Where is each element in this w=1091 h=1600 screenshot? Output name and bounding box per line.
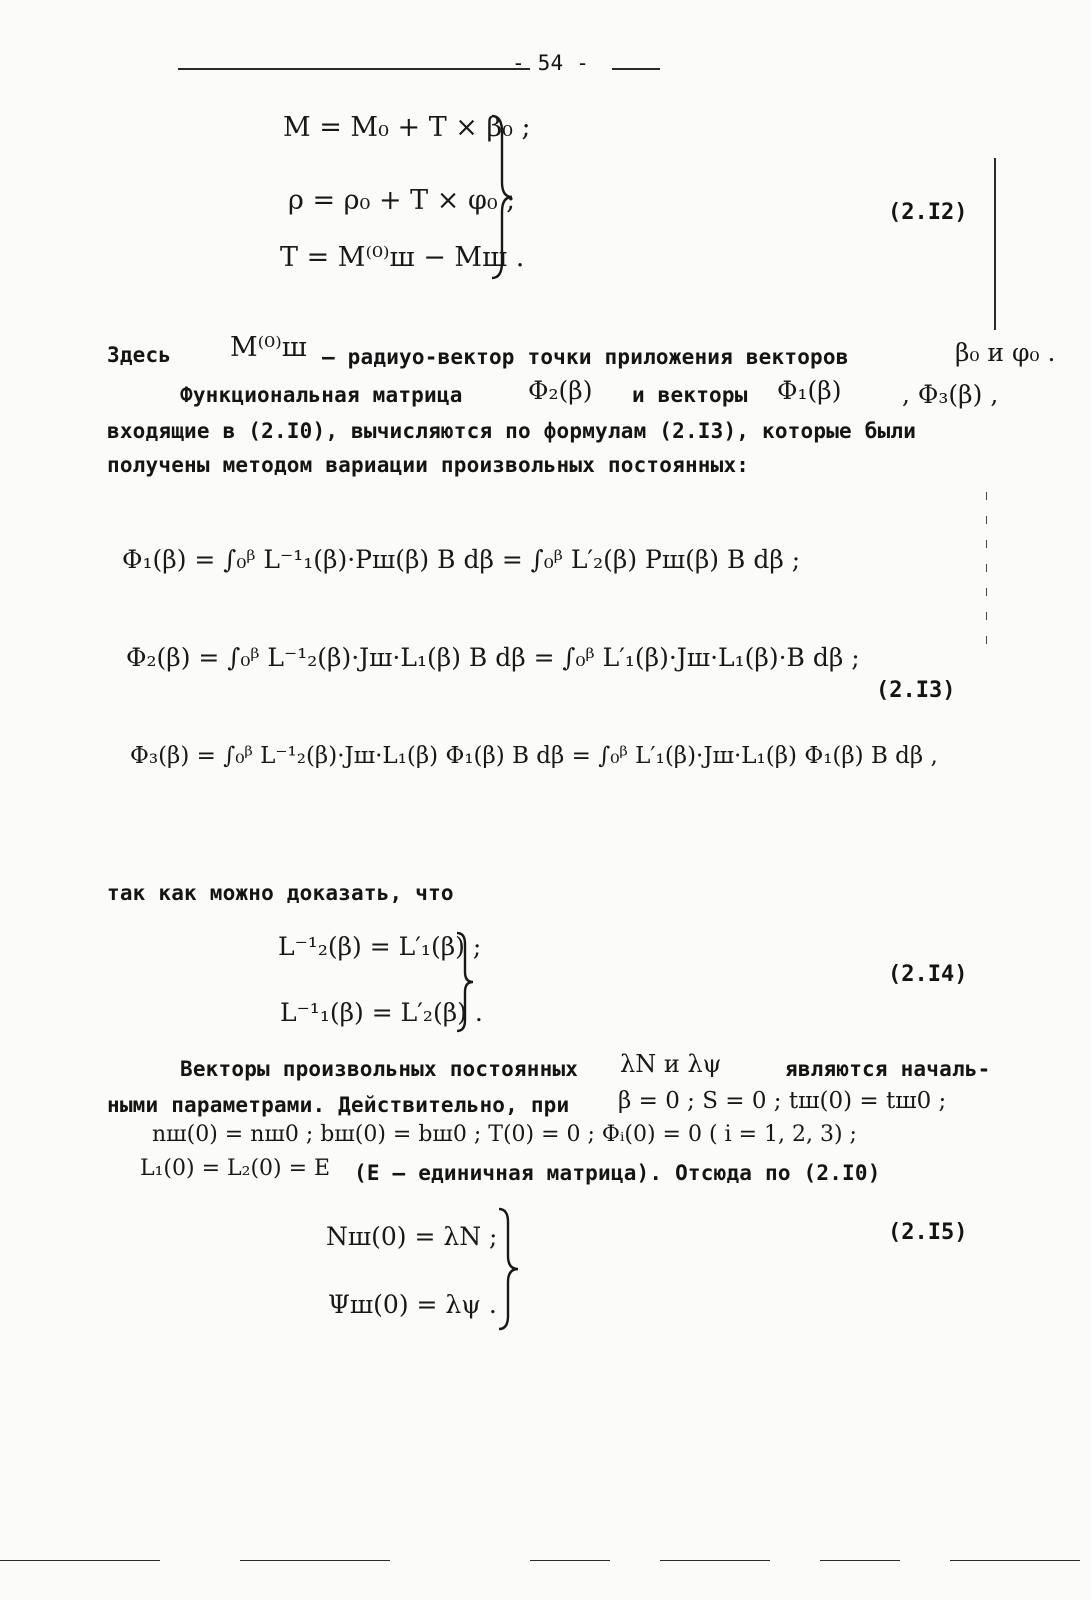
para1-line2-text: Функциональная матрица <box>180 383 463 407</box>
eq213-line2: Φ₂(β) = ∫₀ᵝ L⁻¹₂(β)·Jш·L₁(β) B dβ = ∫₀ᵝ L′₁(β)·Jш·L₁(β)·B dβ ; <box>126 643 860 672</box>
footer-line-6 <box>950 1560 1080 1561</box>
eq215-line2: Ψш(0) = λψ . <box>328 1290 497 1319</box>
eq212-line2: ρ = ρ₀ + T × φ₀ ; <box>288 185 516 216</box>
footer-line-5 <box>820 1560 900 1561</box>
para3-line1-symbol: λN и λψ <box>620 1050 722 1078</box>
eq215-label: (2.I5) <box>888 1220 968 1245</box>
para1-line1-symbol: M⁽⁰⁾ш <box>230 332 307 363</box>
para1-line1-word: Здесь <box>107 343 172 367</box>
para1-line2-symbol2: Φ₁(β) <box>777 376 842 405</box>
para1-line2-symbol: Φ₂(β) <box>528 376 593 405</box>
para1-line2-symbol3: , Φ₃(β) , <box>902 380 999 409</box>
para3-line4-symbol: L₁(0) = L₂(0) = E <box>140 1156 331 1181</box>
para3-line1-b: являются началь- <box>785 1057 991 1081</box>
header-rule-left <box>178 68 530 70</box>
eq215-brace <box>496 1206 524 1332</box>
margin-dots <box>986 492 987 652</box>
eq212-line1: M = M₀ + T × β₀ ; <box>283 112 531 143</box>
margin-line <box>994 158 996 330</box>
page-number: - 54 - <box>512 51 590 75</box>
footer-line-4 <box>660 1560 770 1561</box>
eq213-label: (2.I3) <box>876 678 956 703</box>
para1-line3: входящие в (2.I0), вычисляются по формулам (2.I3), которые были <box>107 419 917 443</box>
footer-line-1 <box>0 1560 160 1561</box>
eq214-line1: L⁻¹₂(β) = L′₁(β) ; <box>278 932 482 961</box>
para1-line1-text: – радиуо-вектор точки приложения векторов <box>322 345 849 369</box>
eq212-brace <box>488 112 518 282</box>
eq214-brace <box>454 930 478 1034</box>
para3-line4-text: (E – единичная матрица). Отсюда по (2.I0) <box>354 1161 881 1185</box>
para1-line1-symbol2: β₀ и φ₀ . <box>955 338 1056 367</box>
eq212-line3: T = M⁽⁰⁾ш − Mш . <box>280 242 525 273</box>
eq212-label: (2.I2) <box>888 200 968 225</box>
eq214-line2: L⁻¹₁(β) = L′₂(β) . <box>280 998 483 1027</box>
header-rule-right <box>612 68 660 70</box>
para3-line3-symbol: nш(0) = nш0 ; bш(0) = bш0 ; T(0) = 0 ; Φᵢ(0) = 0 ( i = 1, 2, 3) ; <box>152 1122 857 1147</box>
eq215-line1: Nш(0) = λN ; <box>326 1222 498 1251</box>
para1-line4: получены методом вариации произвольных постоянных: <box>107 453 750 477</box>
para3-line1-a: Векторы произвольных постоянных <box>180 1057 579 1081</box>
eq213-line3: Φ₃(β) = ∫₀ᵝ L⁻¹₂(β)·Jш·L₁(β) Φ₁(β) B dβ = ∫₀ᵝ L′₁(β)·Jш·L₁(β) Φ₁(β) B dβ , <box>130 743 938 769</box>
para3-line2-symbol: β = 0 ; S = 0 ; tш(0) = tш0 ; <box>618 1088 947 1114</box>
footer-line-3 <box>530 1560 610 1561</box>
eq214-label: (2.I4) <box>888 962 968 987</box>
eq213-line1: Φ₁(β) = ∫₀ᵝ L⁻¹₁(β)·Pш(β) B dβ = ∫₀ᵝ L′₂(β) Pш(β) B dβ ; <box>122 545 801 574</box>
footer-line-2 <box>240 1560 390 1561</box>
para2-line1: так как можно доказать, что <box>107 881 454 905</box>
para3-line2-a: ными параметрами. Действительно, при <box>107 1093 570 1117</box>
para1-line2-mid: и векторы <box>632 383 748 407</box>
